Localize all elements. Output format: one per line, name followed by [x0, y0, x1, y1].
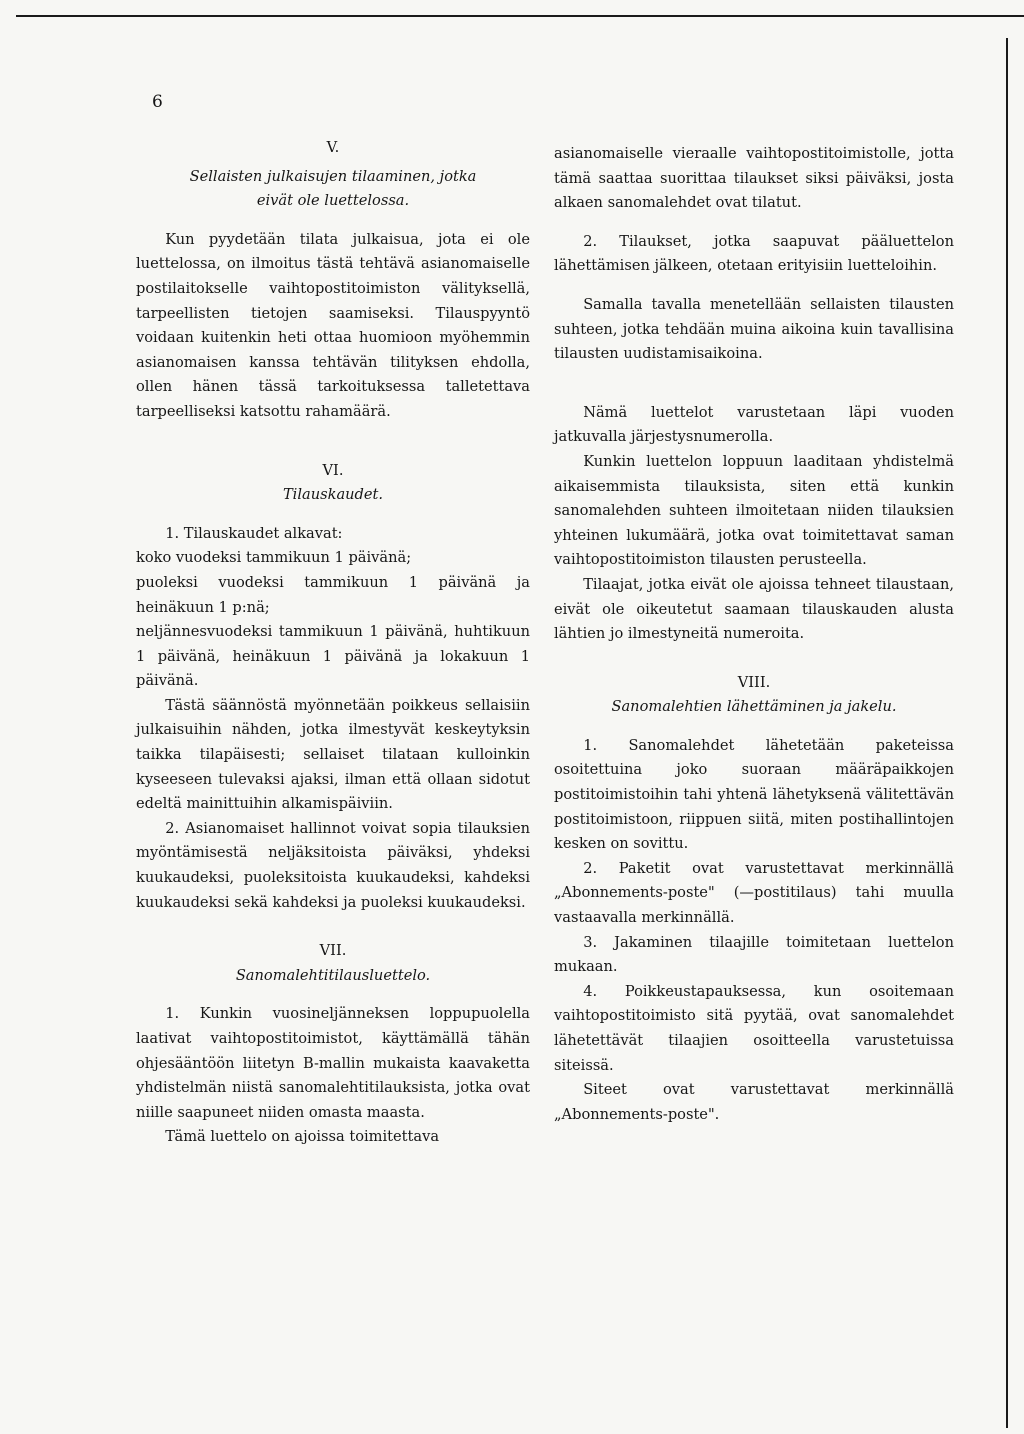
right-border-rule: [1006, 38, 1008, 1428]
paragraph-numbering: Nämä luettelot varustetaan läpi vuoden jatkuvalla järjestysnumerolla.: [554, 403, 954, 446]
continued-paragraph: asianomaiselle vieraalle vaihtopostitoimistolle, jotta tämä saattaa suorittaa tilaukset siksi päiväksi, josta alkaen sanomalehdet ovat tilatut.: [554, 145, 954, 212]
section-vi-number: VI.: [322, 461, 344, 479]
section-vi-item-year: koko vuodeksi tammikuun 1 päivänä;: [136, 549, 412, 567]
section-vii-number: VII.: [319, 942, 347, 960]
section-vii-paragraph-2: Tämä luettelo on ajoissa toimitettava: [165, 1128, 440, 1146]
paragraph-2: 2. Tilaukset, jotka saapuvat pääluettelon lähettämisen jälkeen, otetaan erityisiin luetteloihin.: [554, 232, 954, 275]
section-viii-paragraph-3: 3. Jakaminen tilaajille toimitetaan luettelon mukaan.: [554, 933, 954, 976]
right-column: [554, 142, 954, 1127]
section-vii-paragraph-1: 1. Kunkin vuosineljänneksen loppupuolella laativat vaihtopostitoimistot, käyttämällä tähän ohjesääntöön liitetyn B-mallin mukaista kaavaketta yhdistelmän niistä sanomalehtitilauksista, jotka ovat niille saapuneet niiden omasta maasta.: [136, 1005, 530, 1121]
top-border-rule: [16, 15, 1024, 17]
paragraph-subscribers: Tilaajat, jotka eivät ole ajoissa tehneet tilaustaan, eivät ole oikeutetut saamaan tilauskauden alusta lähtien jo ilmestyneitä numeroita.: [554, 575, 954, 643]
section-viii-number: VIII.: [737, 673, 771, 691]
section-vi-exception: Tästä säännöstä myönnetään poikkeus sellaisiin julkaisuihin nähden, jotka ilmestyvät keskeytyksin taikka tilapäisesti; sellaiset tilataan kulloinkin kyseeseen tulevaksi ajaksi, ilman että ollaan sidotut edeltä mainittuihin alkamispäiviin.: [136, 696, 530, 813]
section-viii-paragraph-4: 4. Poikkeustapauksessa, kun osoitemaan vaihtopostitoimisto sitä pyytää, ovat sanomalehdet lähetettävät tilaajien osoitteella varustetuissa siteissä.: [554, 982, 954, 1074]
page-number: 6: [152, 92, 163, 112]
section-vi-paragraph-2: 2. Asianomaiset hallinnot voivat sopia tilauksien myöntämisestä neljäksitoista päiväksi, yhdeksi kuukaudeksi, puoleksitoista kuukaudeksi, kahdeksi kuukaudeksi sekä kahdeksi ja puoleksi kuukaudeksi.: [136, 819, 530, 911]
section-v-paragraph: Kun pyydetään tilata julkaisua, jota ei ole luettelossa, on ilmoitus tästä tehtävä asianomaiselle postilaitokselle vaihtopostitoimiston välityksellä, tarpeellisten tietojen saamiseksi. Tilauspyyntö voidaan kuitenkin heti ottaa huomioon myöhemmin asianomaisen kanssa tehtävän tilityksen ehdolla, ollen hänen tässä tarkoituksessa talletettava tarpeelliseksi katsottu rahamäärä.: [136, 230, 530, 420]
section-vi-title: Tilauskaudet.: [282, 486, 384, 504]
section-vi-intro: 1. Tilauskaudet alkavat:: [165, 524, 343, 542]
section-v-number: V.: [326, 139, 340, 156]
section-viii-paragraph-2: 2. Paketit ovat varustettavat merkinnällä „Abonnements-poste" (—postitilaus) tahi muulla vastaavalla merkinnällä.: [554, 859, 954, 927]
section-v-title: Sellaisten julkaisujen tilaaminen, jotka eivät ole luettelossa.: [189, 167, 477, 210]
paragraph-same-way: Samalla tavalla menetellään sellaisten tilausten suhteen, jotka tehdään muina aikoina kuin tavallisina tilausten uudistamisaikoina.: [554, 295, 954, 363]
section-viii-paragraph-1: 1. Sanomalehdet lähetetään paketeissa osoitettuina joko suoraan määräpaikkojen postitoimistoihin tahi yhtenä lähetyksenä välitettävän postitoimistoon, riippuen siitä, miten postihallintojen kesken on sovittu.: [554, 736, 954, 853]
section-vi-item-quarter: neljännesvuodeksi tammikuun 1 päivänä, huhtikuun 1 päivänä, heinäkuun 1 päivänä ja lokakuun 1 päivänä.: [136, 623, 530, 690]
section-vi-item-half: puoleksi vuodeksi tammikuun 1 päivänä ja heinäkuun 1 p:nä;: [136, 573, 530, 616]
section-viii-paragraph-5: Siteet ovat varustettavat merkinnällä „Abonnements-poste".: [554, 1081, 954, 1123]
paragraph-summary: Kunkin luettelon loppuun laaditaan yhdistelmä aikaisemmista tilauksista, siten että kunkin sanomalehden suhteen ilmoitetaan niiden tilauksien yhteinen lukumäärä, jotka ovat toimitettavat saman vaihtopostitoimiston tilausten perusteella.: [554, 452, 954, 569]
section-vii-title: Sanomalehtitilausluettelo.: [235, 966, 431, 984]
section-viii-title: Sanomalehtien lähettäminen ja jakelu.: [611, 698, 897, 716]
left-column: [136, 136, 530, 1150]
